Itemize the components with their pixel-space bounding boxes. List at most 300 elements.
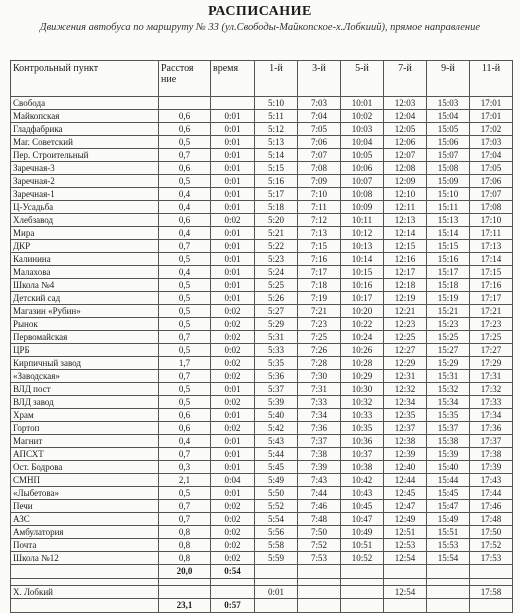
departure-time: 7:15 xyxy=(298,240,341,253)
departure-time: 15:17 xyxy=(427,266,470,279)
departure-time: 15:35 xyxy=(427,409,470,422)
departure-time: 12:40 xyxy=(384,461,427,474)
schedule-body xyxy=(11,97,513,565)
departure-time: 10:47 xyxy=(341,513,384,526)
departure-time: 10:24 xyxy=(341,331,384,344)
final-stop-distance xyxy=(159,586,211,599)
departure-time: 10:32 xyxy=(341,396,384,409)
stop-name: Магнит xyxy=(11,435,159,448)
header-departure: 7-й xyxy=(384,61,427,97)
departure-time: 10:33 xyxy=(341,409,384,422)
subtotal-distance: 20,0 xyxy=(159,565,211,579)
table-row xyxy=(11,448,513,461)
stop-distance: 0,7 xyxy=(159,370,211,383)
departure-time: 17:46 xyxy=(470,500,513,513)
departure-time: 7:06 xyxy=(298,136,341,149)
stop-travel-time: 0:02 xyxy=(211,526,255,539)
departure-time: 7:38 xyxy=(298,448,341,461)
final-departure: 0:01 xyxy=(255,586,298,599)
departure-time: 5:17 xyxy=(255,188,298,201)
stop-distance: 0,7 xyxy=(159,513,211,526)
departure-time: 5:37 xyxy=(255,383,298,396)
stop-distance: 0,4 xyxy=(159,227,211,240)
stop-distance: 0,5 xyxy=(159,279,211,292)
departure-time: 7:13 xyxy=(298,227,341,240)
stop-name: Школа №12 xyxy=(11,552,159,565)
departure-time: 17:07 xyxy=(470,188,513,201)
departure-time: 7:04 xyxy=(298,110,341,123)
departure-time: 10:04 xyxy=(341,136,384,149)
stop-name: АЗС xyxy=(11,513,159,526)
departure-time: 15:13 xyxy=(427,214,470,227)
header-distance: Расстоя ние xyxy=(159,61,211,97)
departure-time: 17:36 xyxy=(470,422,513,435)
departure-time: 12:11 xyxy=(384,201,427,214)
stop-name: Рынок xyxy=(11,318,159,331)
departure-time: 5:18 xyxy=(255,201,298,214)
table-row xyxy=(11,292,513,305)
table-row xyxy=(11,422,513,435)
table-row xyxy=(11,526,513,539)
departure-time: 12:09 xyxy=(384,175,427,188)
departure-time: 17:29 xyxy=(470,357,513,370)
departure-time: 15:40 xyxy=(427,461,470,474)
departure-time: 12:53 xyxy=(384,539,427,552)
departure-time: 12:34 xyxy=(384,396,427,409)
stop-distance: 0,6 xyxy=(159,123,211,136)
stop-travel-time: 0:01 xyxy=(211,253,255,266)
table-row xyxy=(11,513,513,526)
departure-time: 5:11 xyxy=(255,110,298,123)
departure-time: 12:54 xyxy=(384,552,427,565)
stop-name: СМНП xyxy=(11,474,159,487)
departure-time: 12:45 xyxy=(384,487,427,500)
departure-time: 17:11 xyxy=(470,227,513,240)
stop-travel-time: 0:02 xyxy=(211,539,255,552)
stop-travel-time: 0:02 xyxy=(211,422,255,435)
table-row xyxy=(11,461,513,474)
departure-time: 5:16 xyxy=(255,175,298,188)
departure-time: 10:01 xyxy=(341,97,384,110)
stop-distance: 0,6 xyxy=(159,214,211,227)
departure-time: 5:45 xyxy=(255,461,298,474)
departure-time: 5:58 xyxy=(255,539,298,552)
stop-travel-time: 0:01 xyxy=(211,227,255,240)
total-distance: 23,1 xyxy=(159,599,211,613)
departure-time: 7:23 xyxy=(298,318,341,331)
departure-time: 12:03 xyxy=(384,97,427,110)
page-subtitle: Движения автобуса по маршруту № 33 (ул.Свободы-Майкопское-х.Лобкиий), прямое направление xyxy=(39,22,481,33)
header-time: время xyxy=(211,61,255,97)
departure-time: 12:35 xyxy=(384,409,427,422)
departure-time: 10:08 xyxy=(341,188,384,201)
departure-time: 7:09 xyxy=(298,175,341,188)
table-row xyxy=(11,487,513,500)
stop-name: Мира xyxy=(11,227,159,240)
departure-time: 15:38 xyxy=(427,435,470,448)
departure-time: 15:03 xyxy=(427,97,470,110)
table-row xyxy=(11,214,513,227)
departure-time: 15:06 xyxy=(427,136,470,149)
departure-time: 5:43 xyxy=(255,435,298,448)
departure-time: 5:27 xyxy=(255,305,298,318)
departure-time: 5:36 xyxy=(255,370,298,383)
departure-time: 15:21 xyxy=(427,305,470,318)
stop-name: Малахова xyxy=(11,266,159,279)
stop-distance: 0,3 xyxy=(159,461,211,474)
stop-distance: 0,5 xyxy=(159,136,211,149)
departure-time: 15:10 xyxy=(427,188,470,201)
stop-distance: 0,6 xyxy=(159,110,211,123)
stop-distance: 0,5 xyxy=(159,318,211,331)
stop-travel-time: 0:01 xyxy=(211,110,255,123)
total-time: 0:57 xyxy=(211,599,255,613)
stop-distance: 0,5 xyxy=(159,305,211,318)
departure-time: 7:10 xyxy=(298,188,341,201)
stop-travel-time: 0:01 xyxy=(211,409,255,422)
departure-time: 15:11 xyxy=(427,201,470,214)
departure-time: 12:06 xyxy=(384,136,427,149)
stop-name: Кирпичный завод xyxy=(11,357,159,370)
departure-time: 15:49 xyxy=(427,513,470,526)
departure-time: 10:06 xyxy=(341,162,384,175)
departure-time: 10:28 xyxy=(341,357,384,370)
departure-time: 17:01 xyxy=(470,110,513,123)
departure-time: 12:25 xyxy=(384,331,427,344)
departure-time: 5:49 xyxy=(255,474,298,487)
stop-travel-time: 0:01 xyxy=(211,461,255,474)
departure-time: 17:25 xyxy=(470,331,513,344)
departure-time: 15:51 xyxy=(427,526,470,539)
final-departure xyxy=(427,586,470,599)
departure-time: 15:14 xyxy=(427,227,470,240)
header-departure: 1-й xyxy=(255,61,298,97)
table-row xyxy=(11,539,513,552)
stop-name: Майкопская xyxy=(11,110,159,123)
departure-time: 15:18 xyxy=(427,279,470,292)
departure-time: 12:07 xyxy=(384,149,427,162)
stop-travel-time: 0:02 xyxy=(211,331,255,344)
departure-time: 17:48 xyxy=(470,513,513,526)
departure-time: 12:05 xyxy=(384,123,427,136)
table-row xyxy=(11,110,513,123)
departure-time: 5:44 xyxy=(255,448,298,461)
departure-time: 10:52 xyxy=(341,552,384,565)
departure-time: 15:07 xyxy=(427,149,470,162)
stop-distance: 0,7 xyxy=(159,500,211,513)
stop-name: Первомайская xyxy=(11,331,159,344)
departure-time: 17:52 xyxy=(470,539,513,552)
stop-name: АПСХТ xyxy=(11,448,159,461)
stop-name: Хлебзавод xyxy=(11,214,159,227)
stop-travel-time: 0:01 xyxy=(211,279,255,292)
departure-time: 5:21 xyxy=(255,227,298,240)
departure-time: 5:33 xyxy=(255,344,298,357)
departure-time: 7:16 xyxy=(298,253,341,266)
final-departure: 17:58 xyxy=(470,586,513,599)
departure-time: 10:05 xyxy=(341,149,384,162)
stop-name: Заречная-1 xyxy=(11,188,159,201)
departure-time: 5:59 xyxy=(255,552,298,565)
departure-time: 12:21 xyxy=(384,305,427,318)
departure-time: 10:17 xyxy=(341,292,384,305)
final-stop-row xyxy=(11,586,513,599)
table-row xyxy=(11,500,513,513)
departure-time: 12:32 xyxy=(384,383,427,396)
departure-time: 15:15 xyxy=(427,240,470,253)
stop-travel-time: 0:01 xyxy=(211,383,255,396)
stop-name: Почта xyxy=(11,539,159,552)
table-row xyxy=(11,201,513,214)
departure-time: 12:17 xyxy=(384,266,427,279)
stop-name: Школа №4 xyxy=(11,279,159,292)
departure-time: 15:23 xyxy=(427,318,470,331)
departure-time: 17:53 xyxy=(470,552,513,565)
departure-time: 15:39 xyxy=(427,448,470,461)
departure-time: 12:31 xyxy=(384,370,427,383)
departure-time: 17:27 xyxy=(470,344,513,357)
table-row xyxy=(11,409,513,422)
stop-name: Заречная-2 xyxy=(11,175,159,188)
stop-name: ДКР xyxy=(11,240,159,253)
departure-time: 15:09 xyxy=(427,175,470,188)
departure-time: 5:31 xyxy=(255,331,298,344)
departure-time: 10:09 xyxy=(341,201,384,214)
departure-time: 7:28 xyxy=(298,357,341,370)
stop-distance: 0,4 xyxy=(159,435,211,448)
table-row xyxy=(11,552,513,565)
departure-time: 12:10 xyxy=(384,188,427,201)
departure-time: 12:04 xyxy=(384,110,427,123)
departure-time: 10:35 xyxy=(341,422,384,435)
departure-time: 17:04 xyxy=(470,149,513,162)
departure-time: 7:53 xyxy=(298,552,341,565)
departure-time: 5:24 xyxy=(255,266,298,279)
departure-time: 10:29 xyxy=(341,370,384,383)
stop-distance: 0,8 xyxy=(159,552,211,565)
table-row xyxy=(11,370,513,383)
stop-travel-time: 0:04 xyxy=(211,474,255,487)
spacer-row xyxy=(11,579,513,586)
departure-time: 5:50 xyxy=(255,487,298,500)
departure-time: 10:22 xyxy=(341,318,384,331)
departure-time: 7:05 xyxy=(298,123,341,136)
departure-time: 17:37 xyxy=(470,435,513,448)
departure-time: 17:32 xyxy=(470,383,513,396)
stop-name: Детский сад xyxy=(11,292,159,305)
departure-time: 12:49 xyxy=(384,513,427,526)
departure-time: 12:37 xyxy=(384,422,427,435)
stop-name: Амбулатория xyxy=(11,526,159,539)
subtotal-label xyxy=(11,565,159,579)
stop-distance: 0,5 xyxy=(159,175,211,188)
stop-distance: 0,5 xyxy=(159,396,211,409)
departure-time: 10:16 xyxy=(341,279,384,292)
departure-time: 17:05 xyxy=(470,162,513,175)
stop-name: Печи xyxy=(11,500,159,513)
stop-travel-time: 0:01 xyxy=(211,487,255,500)
stop-distance: 0,8 xyxy=(159,539,211,552)
stop-travel-time: 0:02 xyxy=(211,370,255,383)
departure-time: 17:38 xyxy=(470,448,513,461)
departure-time: 15:32 xyxy=(427,383,470,396)
departure-time: 17:21 xyxy=(470,305,513,318)
table-row xyxy=(11,396,513,409)
departure-time: 7:18 xyxy=(298,279,341,292)
stop-travel-time: 0:01 xyxy=(211,136,255,149)
stop-name: «Заводская» xyxy=(11,370,159,383)
departure-time: 12:38 xyxy=(384,435,427,448)
stop-name: ВЛД завод xyxy=(11,396,159,409)
departure-time: 5:20 xyxy=(255,214,298,227)
stop-name: Гортоп xyxy=(11,422,159,435)
departure-time: 17:34 xyxy=(470,409,513,422)
stop-distance: 0,4 xyxy=(159,201,211,214)
departure-time: 7:30 xyxy=(298,370,341,383)
stop-distance: 0,7 xyxy=(159,240,211,253)
stop-travel-time: 0:01 xyxy=(211,162,255,175)
departure-time: 17:10 xyxy=(470,214,513,227)
table-row xyxy=(11,305,513,318)
header-departure: 3-й xyxy=(298,61,341,97)
stop-travel-time: 0:01 xyxy=(211,175,255,188)
departure-time: 12:23 xyxy=(384,318,427,331)
departure-time: 5:25 xyxy=(255,279,298,292)
table-row xyxy=(11,344,513,357)
departure-time: 17:31 xyxy=(470,370,513,383)
departure-time: 12:27 xyxy=(384,344,427,357)
departure-time: 17:39 xyxy=(470,461,513,474)
departure-time: 7:36 xyxy=(298,422,341,435)
stop-travel-time: 0:02 xyxy=(211,214,255,227)
departure-time: 17:03 xyxy=(470,136,513,149)
stop-travel-time: 0:01 xyxy=(211,448,255,461)
stop-travel-time: 0:01 xyxy=(211,266,255,279)
departure-time: 15:16 xyxy=(427,253,470,266)
departure-time: 12:15 xyxy=(384,240,427,253)
subtotal-time: 0:54 xyxy=(211,565,255,579)
table-row xyxy=(11,266,513,279)
departure-time: 10:20 xyxy=(341,305,384,318)
stop-name: Ост. Бодрова xyxy=(11,461,159,474)
table-row xyxy=(11,136,513,149)
departure-time: 5:54 xyxy=(255,513,298,526)
table-row xyxy=(11,331,513,344)
departure-time: 10:38 xyxy=(341,461,384,474)
table-row xyxy=(11,149,513,162)
departure-time: 5:15 xyxy=(255,162,298,175)
departure-time: 10:30 xyxy=(341,383,384,396)
stop-distance: 0,4 xyxy=(159,266,211,279)
departure-time: 12:44 xyxy=(384,474,427,487)
departure-time: 17:50 xyxy=(470,526,513,539)
departure-time: 10:12 xyxy=(341,227,384,240)
stop-distance: 0,5 xyxy=(159,383,211,396)
departure-time: 17:23 xyxy=(470,318,513,331)
departure-time: 10:13 xyxy=(341,240,384,253)
departure-time: 12:13 xyxy=(384,214,427,227)
total-label xyxy=(11,599,159,613)
stop-travel-time: 0:02 xyxy=(211,344,255,357)
stop-distance: 1,7 xyxy=(159,357,211,370)
departure-time: 12:14 xyxy=(384,227,427,240)
departure-time: 7:37 xyxy=(298,435,341,448)
departure-time: 5:29 xyxy=(255,318,298,331)
stop-distance: 0,4 xyxy=(159,188,211,201)
table-row xyxy=(11,279,513,292)
stop-travel-time: 0:02 xyxy=(211,513,255,526)
table-row xyxy=(11,318,513,331)
departure-time: 5:13 xyxy=(255,136,298,149)
stop-distance: 0,5 xyxy=(159,344,211,357)
departure-time: 17:15 xyxy=(470,266,513,279)
stop-distance: 0,7 xyxy=(159,149,211,162)
stop-name: Пер. Строительный xyxy=(11,149,159,162)
stop-travel-time xyxy=(211,97,255,110)
stop-distance: 0,6 xyxy=(159,409,211,422)
stop-travel-time: 0:02 xyxy=(211,396,255,409)
departure-time: 5:22 xyxy=(255,240,298,253)
departure-time: 17:16 xyxy=(470,279,513,292)
departure-time: 12:16 xyxy=(384,253,427,266)
stop-travel-time: 0:02 xyxy=(211,500,255,513)
final-departure xyxy=(341,586,384,599)
departure-time: 17:14 xyxy=(470,253,513,266)
departure-time: 17:02 xyxy=(470,123,513,136)
stop-name: Заречная-3 xyxy=(11,162,159,175)
departure-time: 7:08 xyxy=(298,162,341,175)
table-row xyxy=(11,123,513,136)
departure-time: 7:11 xyxy=(298,201,341,214)
table-row xyxy=(11,227,513,240)
departure-time: 15:27 xyxy=(427,344,470,357)
stop-distance: 0,5 xyxy=(159,253,211,266)
departure-time: 7:26 xyxy=(298,344,341,357)
departure-time: 10:15 xyxy=(341,266,384,279)
departure-time: 10:49 xyxy=(341,526,384,539)
stop-travel-time: 0:02 xyxy=(211,305,255,318)
departure-time: 12:39 xyxy=(384,448,427,461)
departure-time: 17:43 xyxy=(470,474,513,487)
departure-time: 10:03 xyxy=(341,123,384,136)
stop-name: Ц-Усадьба xyxy=(11,201,159,214)
stop-distance: 0,7 xyxy=(159,448,211,461)
departure-time: 7:03 xyxy=(298,97,341,110)
departure-time: 17:17 xyxy=(470,292,513,305)
departure-time: 17:33 xyxy=(470,396,513,409)
departure-time: 5:56 xyxy=(255,526,298,539)
departure-time: 10:07 xyxy=(341,175,384,188)
subtotal-row xyxy=(11,565,513,579)
departure-time: 15:31 xyxy=(427,370,470,383)
stop-travel-time: 0:01 xyxy=(211,188,255,201)
departure-time: 10:26 xyxy=(341,344,384,357)
departure-time: 5:52 xyxy=(255,500,298,513)
table-row xyxy=(11,162,513,175)
departure-time: 5:14 xyxy=(255,149,298,162)
stop-distance: 0,5 xyxy=(159,292,211,305)
page-title: РАСПИСАНИЕ xyxy=(208,4,312,19)
departure-time: 10:43 xyxy=(341,487,384,500)
schedule-footer xyxy=(11,565,513,613)
departure-time: 7:46 xyxy=(298,500,341,513)
table-row xyxy=(11,357,513,370)
departure-time: 7:21 xyxy=(298,305,341,318)
departure-time: 17:06 xyxy=(470,175,513,188)
table-header-row xyxy=(11,61,513,97)
stop-travel-time: 0:02 xyxy=(211,318,255,331)
departure-time: 10:14 xyxy=(341,253,384,266)
